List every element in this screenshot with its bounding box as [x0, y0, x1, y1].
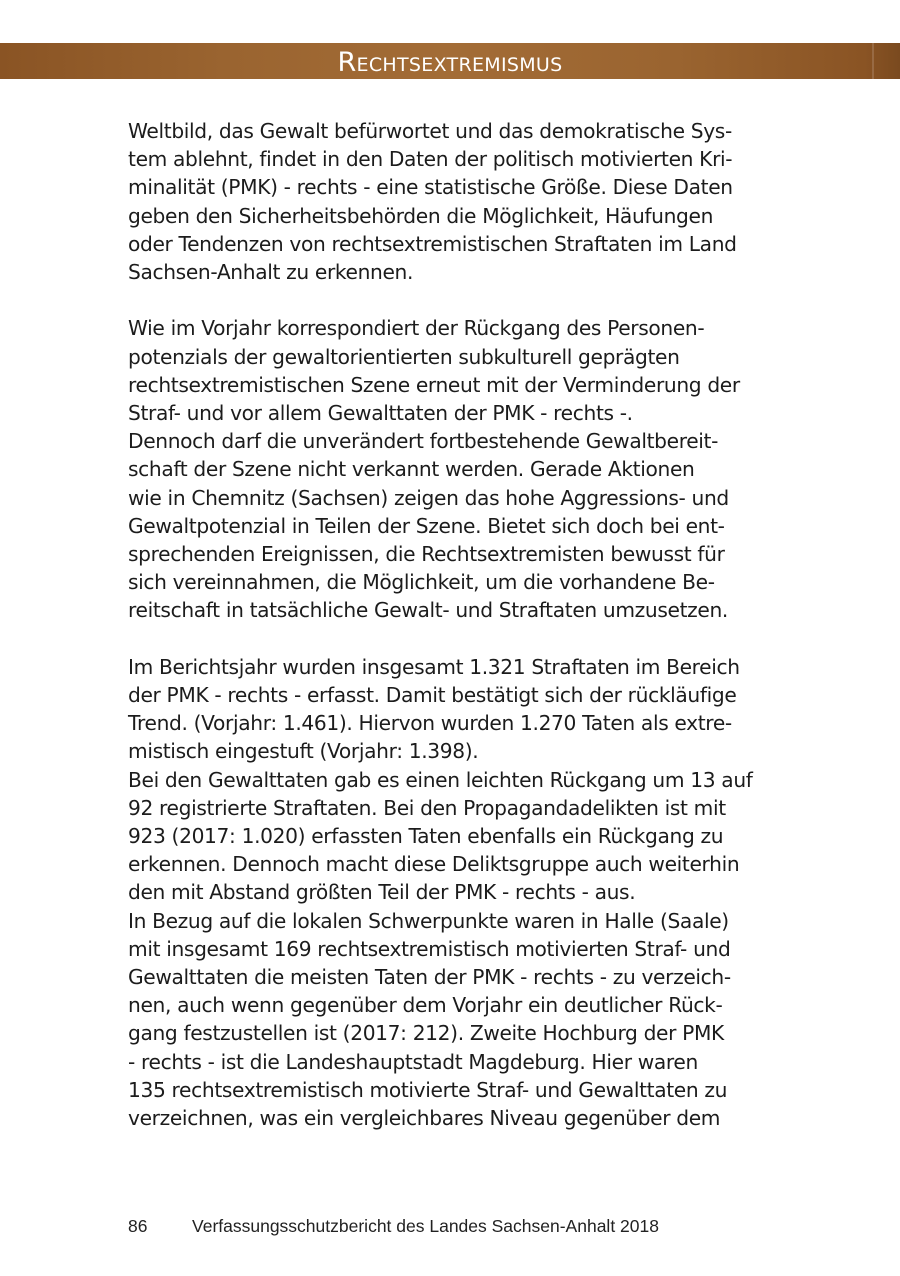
- text-line: 92 registrierte Straftaten. Bei den Propagandadelikten ist mit: [128, 795, 726, 820]
- text-line: Im Berichtsjahr wurden insgesamt 1.321 Straftaten im Bereich: [128, 654, 740, 679]
- text-line: den mit Abstand größten Teil der PMK - rechts - aus.: [128, 880, 636, 905]
- section-header-bar: [0, 43, 900, 79]
- text-line: wie in Chemnitz (Sachsen) zeigen das hohe Aggressions- und: [128, 485, 729, 510]
- text-line: sich vereinnahmen, die Möglichkeit, um die vorhandene Be-: [128, 570, 715, 595]
- paragraph-2: [128, 314, 778, 624]
- text-line: 135 rechtsextremistisch motivierte Straf- und Gewalttaten zu: [128, 1077, 728, 1102]
- text-line: gang festzustellen ist (2017: 212). Zweite Hochburg der PMK: [128, 1021, 724, 1046]
- text-line: In Bezug auf die lokalen Schwerpunkte waren in Halle (Saale): [128, 908, 729, 933]
- text-line: Gewalttaten die meisten Taten der PMK - rechts - zu verzeich-: [128, 965, 731, 990]
- text-line: schaft der Szene nicht verkannt werden. Gerade Aktionen: [128, 457, 695, 482]
- text-line: der PMK - rechts - erfasst. Damit bestätigt sich der rückläufige: [128, 683, 737, 708]
- text-line: rechtsextremistischen Szene erneut mit der Verminderung der: [128, 372, 740, 397]
- text-line: Gewaltpotenzial in Teilen der Szene. Bietet sich doch bei ent-: [128, 513, 725, 538]
- text-line: geben den Sicherheitsbehörden die Möglichkeit, Häufungen: [128, 203, 714, 228]
- page-footer: [0, 1216, 900, 1238]
- text-line: tem ablehnt, findet in den Daten der politisch motivierten Kri-: [128, 147, 733, 172]
- text-line: mistisch eingestuft (Vorjahr: 1.398).: [128, 739, 479, 764]
- section-title: Rechtsextremismus: [337, 47, 563, 78]
- text-line: Wie im Vorjahr korrespondiert der Rückgang des Personen-: [128, 316, 705, 341]
- paragraph-1: [128, 117, 778, 286]
- text-line: Bei den Gewalttaten gab es einen leichten Rückgang um 13 auf: [128, 767, 753, 792]
- text-line: verzeichnen, was ein vergleichbares Niveau gegenüber dem: [128, 1106, 721, 1131]
- text-line: Dennoch darf die unverändert fortbestehende Gewaltbereit-: [128, 429, 719, 454]
- body-text: [128, 117, 778, 1160]
- paragraph-3: [128, 653, 778, 1132]
- text-line: oder Tendenzen von rechtsextremistischen Straftaten im Land: [128, 231, 737, 256]
- text-line: nen, auch wenn gegenüber dem Vorjahr ein deutlicher Rück-: [128, 993, 723, 1018]
- page-number: 86: [128, 1216, 148, 1236]
- text-line: erkennen. Dennoch macht diese Deliktsgruppe auch weiterhin: [128, 852, 740, 877]
- text-line: Weltbild, das Gewalt befürwortet und das demokratische Sys-: [128, 119, 732, 143]
- text-line: potenzials der gewaltorientierten subkulturell geprägten: [128, 344, 680, 369]
- text-line: Straf- und vor allem Gewalttaten der PMK - rechts -.: [128, 401, 633, 426]
- text-line: minalität (PMK) - rechts - eine statistische Größe. Diese Daten: [128, 175, 733, 200]
- publication-title: Verfassungsschutzbericht des Landes Sachsen-Anhalt 2018: [192, 1216, 659, 1236]
- text-line: sprechenden Ereignissen, die Rechtsextremisten bewusst für: [128, 542, 725, 567]
- text-line: mit insgesamt 169 rechtsextremistisch motivierten Straf- und: [128, 936, 731, 961]
- text-line: reitschaft in tatsächliche Gewalt- und Straftaten umzusetzen.: [128, 598, 728, 623]
- text-line: - rechts - ist die Landeshauptstadt Magdeburg. Hier waren: [128, 1049, 698, 1074]
- text-line: 923 (2017: 1.020) erfassten Taten ebenfalls ein Rückgang zu: [128, 824, 724, 849]
- text-line: Sachsen-Anhalt zu erkennen.: [128, 260, 414, 285]
- text-line: Trend. (Vorjahr: 1.461). Hiervon wurden 1.270 Taten als extre-: [128, 711, 732, 736]
